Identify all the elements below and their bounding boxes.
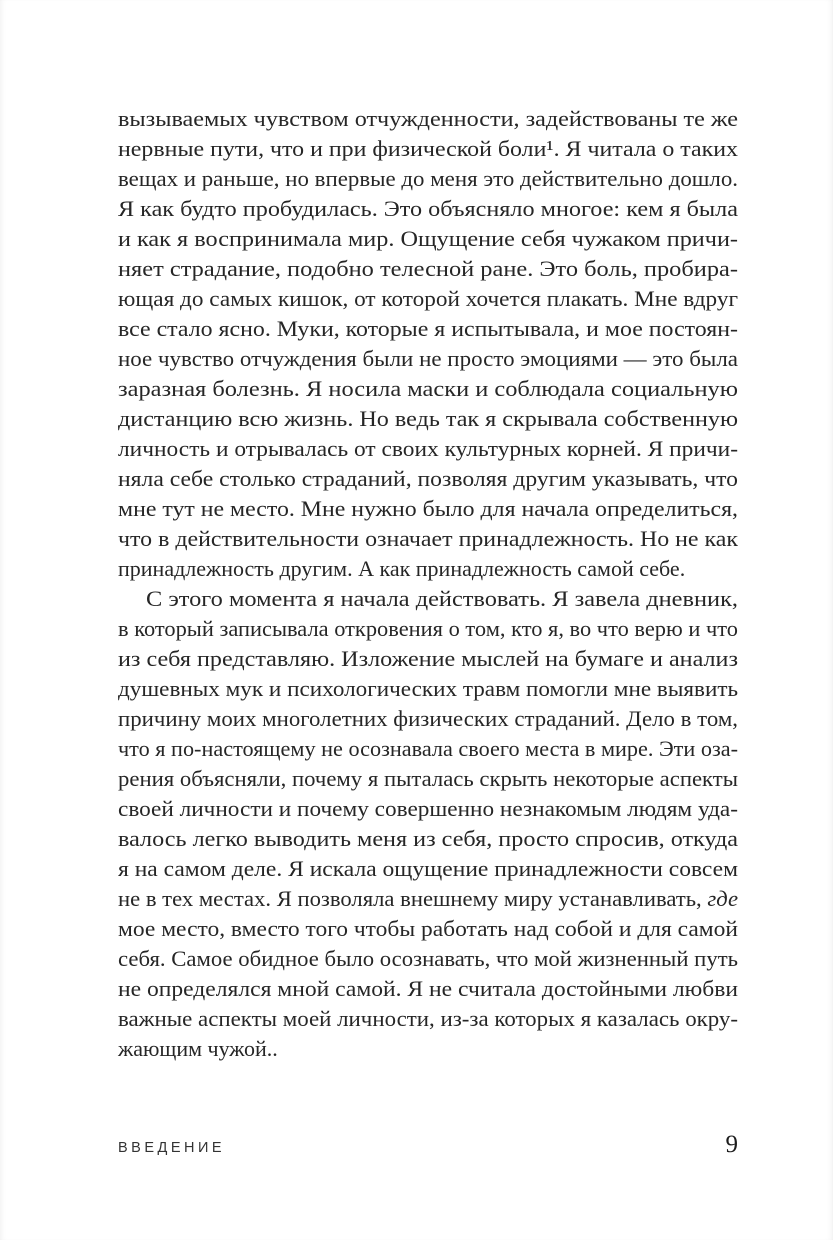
text-line: что я по-настоящему не осознавала своего места в мире. Эти оза- [118, 736, 738, 761]
text-line: С этого момента я начала действовать. Я завела дневник, [146, 586, 738, 611]
footer-section-label: ВВЕДЕНИЕ [118, 1140, 226, 1156]
text-line: и как я воспринимала мир. Ощущение себя чужаком причи- [118, 226, 738, 251]
text-line: мне тут не место. Мне нужно было для начала определиться, [118, 496, 738, 521]
footer-page-number: 9 [725, 1131, 738, 1158]
text-line: нервные пути, что и при физической боли¹. Я читала о таких [118, 136, 738, 161]
text-line: валось легко выводить меня из себя, просто спросив, откуда [118, 826, 738, 851]
page-text [118, 104, 738, 1064]
text-line: заразная болезнь. Я носила маски и соблюдала социальную [118, 376, 739, 401]
text-line: не определялся мной самой. Я не считала достойными любви [118, 976, 738, 1001]
text-line: няет страдание, подобно телесной ране. Это боль, пробира- [118, 256, 738, 281]
text-line: вещах и раньше, но впервые до меня это действительно дошло. [118, 166, 738, 191]
text-line: ное чувство отчуждения были не просто эмоциями — это была [118, 346, 738, 371]
text-line: важные аспекты моей личности, из-за которых я казалась окру- [118, 1006, 738, 1031]
text-line: себя. Самое обидное было осознавать, что мой жизненный путь [118, 946, 738, 971]
text-line: няла себе столько страданий, позволяя другим указывать, что [118, 466, 738, 491]
text-line: вызываемых чувством отчужденности, задействованы те же [118, 106, 738, 131]
text-line: своей личности и почему совершенно незнакомым людям уда- [118, 796, 738, 821]
text-line: я на самом деле. Я искала ощущение принадлежности совсем [118, 856, 738, 881]
text-line: личность и отрывалась от своих культурных корней. Я причи- [118, 436, 739, 461]
text-line: не в тех местах. Я позволяла внешнему миру устанавливать, где [118, 886, 738, 911]
text-line: дистанцию всю жизнь. Но ведь так я скрывала собственную [118, 406, 738, 431]
text-line: ющая до самых кишок, от которой хочется плакать. Мне вдруг [118, 286, 738, 311]
text-line: мое место, вместо того чтобы работать над собой и для самой [118, 916, 738, 941]
text-line: принадлежность другим. А как принадлежность самой себе. [118, 556, 686, 581]
text-line: все стало ясно. Муки, которые я испытывала, и мое постоян- [118, 316, 738, 341]
text-line: душевных мук и психологических травм помогли мне выявить [118, 676, 738, 701]
text-line: из себя представляю. Изложение мыслей на бумаге и анализ [118, 646, 738, 671]
text-line: Я как будто пробудилась. Это объясняло многое: кем я была [118, 196, 738, 221]
text-line: в который записывала откровения о том, кто я, во что верю и что [118, 616, 738, 641]
footer [118, 1132, 738, 1161]
text-line: причину моих многолетних физических страданий. Дело в том, [118, 706, 738, 731]
text-line: рения объясняли, почему я пыталась скрыть некоторые аспекты [118, 766, 738, 791]
text-line: жающим чужой.. [118, 1036, 278, 1061]
text-line: что в действительности означает принадлежность. Но не как [118, 526, 738, 551]
